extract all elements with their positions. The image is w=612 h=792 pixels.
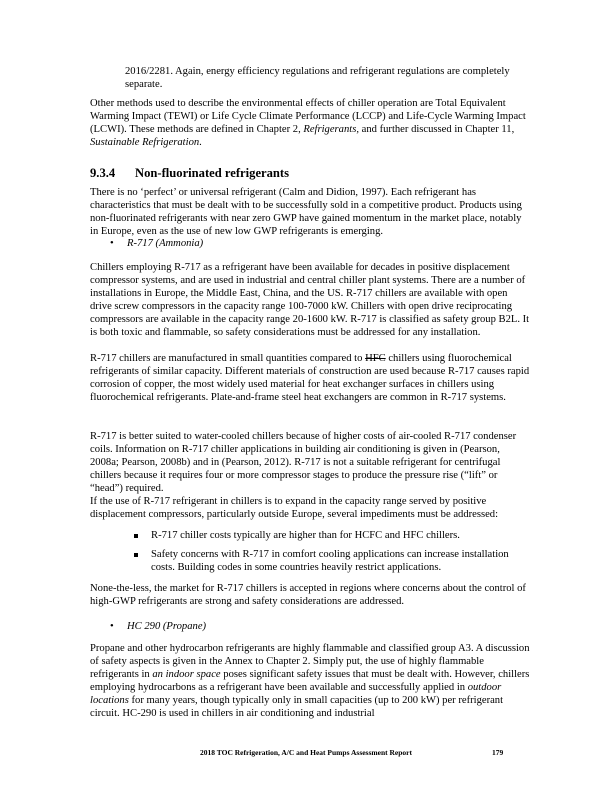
bullet-icon: • bbox=[110, 621, 114, 632]
text: R-717 chillers are manufactured in small quantities compared to bbox=[90, 353, 366, 364]
bullet-label: R-717 (Ammonia) bbox=[127, 238, 204, 249]
text: Other methods used to describe the environmental effects of chiller operation are Total Equivalent Warming Impact (TEWI) or Life Cycle Climate Performance (LCCP) and Life-Cycle Warming Impact (LCWI). These methods are defined in Chapter 2, bbox=[90, 98, 526, 135]
paragraph-r717-water-cooled: R-717 is better suited to water-cooled chillers because of higher costs of air-cooled R-717 condenser coils. Information on R-717 chiller applications in building air conditioning is given in (Pearson, 2008a; Pearson, 2008b) and in (Pearson, 2012). R-717 is not a suitable refrigerant for centrifugal chillers because it requires four or more compressor stages to produce the pressure rise (“lift” or “head”) required. bbox=[90, 431, 517, 494]
paragraph-r717-overview: Chillers employing R-717 as a refrigerant have been available for decades in positive displacement compressor systems, and are used in industrial and central chiller plant systems. There are a number of installations in Europe, the Middle East, China, and the US. R-717 chillers are available with open drive screw compressors in the capacity range 100-7000 kW. Chillers with open drive reciprocating compressors are available in the capacity range 20-1600 kW. R-717 is classified as safety group B2L. It is both toxic and flammable, so safety considerations must be addressed for any installation. bbox=[90, 262, 530, 338]
struck-text: HFC bbox=[365, 353, 386, 364]
text: for many years, though typically only in small capacities (up to 200 kW) per refrigerant circuit. HC-290 is used in chillers in air conditioning and industrial bbox=[90, 694, 504, 719]
paragraph-r717-market: None-the-less, the market for R-717 chillers is accepted in regions where concerns about the control of high-GWP refrigerants are strong and safety considerations are addressed. bbox=[90, 583, 526, 607]
footer-report-title: 2018 TOC Refrigeration, A/C and Heat Pumps Assessment Report bbox=[200, 748, 413, 757]
square-bullet-icon bbox=[134, 553, 138, 557]
text: . bbox=[199, 136, 202, 148]
paragraph-environmental-methods bbox=[90, 98, 530, 150]
section-title: Non-fluorinated refrigerants bbox=[135, 166, 290, 180]
text: and further discussed in Chapter 11, bbox=[359, 123, 515, 135]
bullet-text: Safety concerns with R-717 in comfort cooling applications can increase installation costs. Building codes in some countries heavily restrict applications. bbox=[151, 549, 509, 573]
bullet-icon: • bbox=[110, 238, 114, 249]
section-heading bbox=[90, 166, 289, 181]
paragraph-intro: There is no ‘perfect’ or universal refrigerant (Calm and Didion, 1997). Each refrigerant has characteristics that must be dealt with to be successfully sold in a competitive product. Products using non-fluorinated refrigerants with near zero GWP have gained momentum in the market place, notably in Europe, even as the use of new low GWP refrigerants is emerging. bbox=[90, 187, 522, 237]
paragraph-r717-impediments: If the use of R-717 refrigerant in chillers is to expand in the capacity range served by positive displacement compressors, particularly outside Europe, several impediments must be addressed: bbox=[90, 496, 499, 520]
text: Propane and other hydrocarbon refrigerants are highly flammable and classified group A3. A discussion of safety aspects is given in the Annex to Chapter 2. Simply put, the use of highly flammable refrigerants in bbox=[90, 643, 530, 680]
paragraph-propane bbox=[90, 643, 530, 720]
text: chillers using fluorochemical refrigerants of similar capacity. Different materials of construction are used because R-717 causes rapid corrosion of copper, the most widely used material for heat exchanger surfaces in chillers using fluorochemical refrigerants. Plate-and-frame steel heat exchangers are common in R-717 systems. bbox=[90, 353, 530, 403]
section-number: 9.3.4 bbox=[90, 166, 116, 180]
emphasis-outdoor-locations: outdoor locations bbox=[90, 681, 502, 706]
square-bullet-icon bbox=[134, 534, 138, 538]
emphasis-indoor-space: an indoor space bbox=[152, 668, 221, 680]
page-number: 179 bbox=[492, 748, 504, 757]
paragraph-continuation: 2016/2281. Again, energy efficiency regulations and refrigerant regulations are completely separate. bbox=[125, 66, 510, 90]
paragraph-r717-materials bbox=[90, 353, 530, 405]
chapter-ref-sustainable: Sustainable Refrigeration bbox=[90, 136, 200, 148]
chapter-ref-refrigerants: Refrigerants, bbox=[303, 123, 359, 135]
text: poses significant safety issues that must be dealt with. However, chillers employing hydrocarbons as a refrigerant have been available and successfully applied in bbox=[90, 668, 530, 693]
bullet-text: R-717 chiller costs typically are higher than for HCFC and HFC chillers. bbox=[151, 530, 460, 541]
bullet-label: HC 290 (Propane) bbox=[127, 621, 207, 632]
